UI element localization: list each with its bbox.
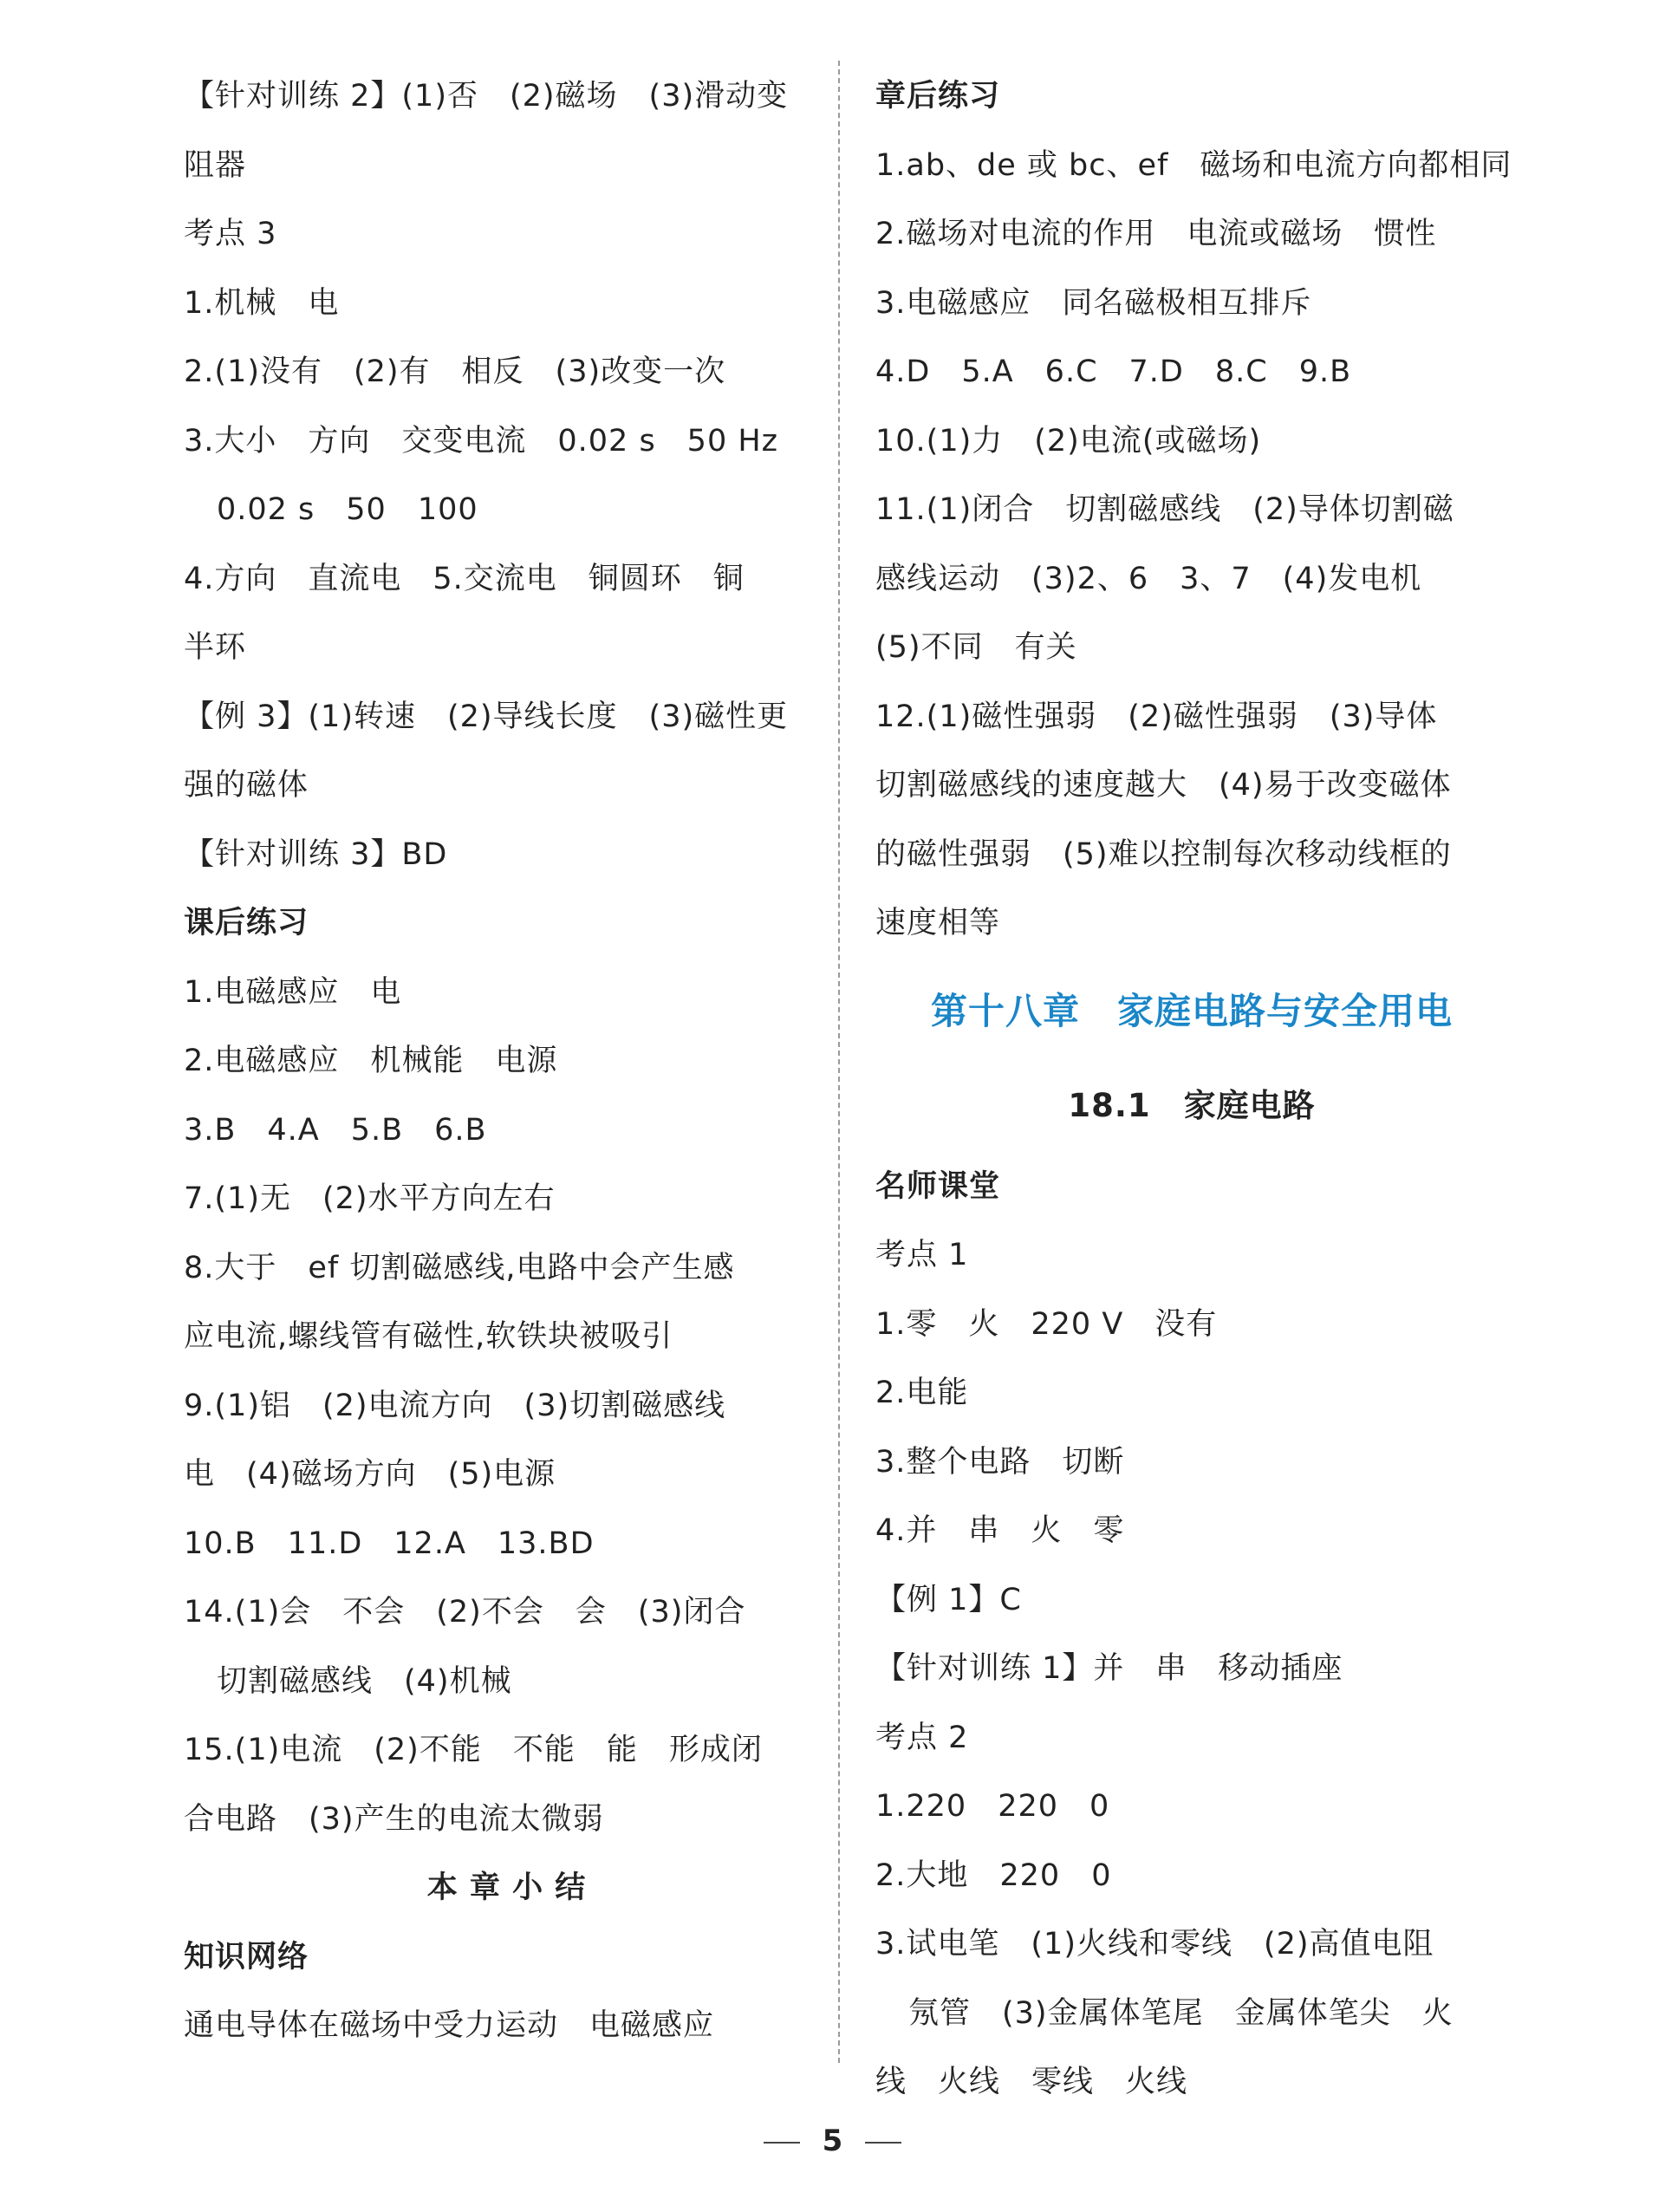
- lesson-title: 18.1 家庭电路: [1068, 1086, 1316, 1124]
- answer-line: 14.(1)会 不会 (2)不会 会 (3)闭合: [184, 1595, 746, 1630]
- answer-line-continued: 氖管 (3)金属体笔尾 金属体笔尖 火: [908, 1995, 1454, 2031]
- answer-line: 2.磁场对电流的作用 电流或磁场 惯性: [875, 217, 1437, 251]
- answer-line: 12.(1)磁性强弱 (2)磁性强弱 (3)导体: [875, 699, 1438, 734]
- answer-line: 11.(1)闭合 切割磁感线 (2)导体切割磁: [875, 492, 1454, 527]
- answer-line: 4.方向 直流电 5.交流电 铜圆环 铜: [184, 561, 745, 596]
- footer-dash-left: [764, 2142, 800, 2144]
- answer-line: 1.零 火 220 V 没有: [875, 1306, 1218, 1342]
- answer-line: 通电导体在磁场中受力运动 电磁感应: [184, 2008, 715, 2043]
- column-divider: [838, 61, 840, 2063]
- answer-line: 2.电磁感应 机械能 电源: [184, 1044, 558, 1078]
- answer-line: 的磁性强弱 (5)难以控制每次移动线框的: [875, 836, 1452, 872]
- page-footer: [0, 2115, 1665, 2167]
- answer-line: 3.试电笔 (1)火线和零线 (2)高值电阻: [875, 1927, 1434, 1962]
- answer-line: 10.(1)力 (2)电流(或磁场): [875, 423, 1262, 459]
- answer-line-continued: 0.02 s 50 100: [217, 492, 478, 527]
- answer-line: 2.大地 220 0: [875, 1857, 1112, 1893]
- answer-line: 2.(1)没有 (2)有 相反 (3)改变一次: [184, 355, 726, 389]
- answer-line: 4.并 串 火 零: [875, 1513, 1125, 1548]
- page-number: 5: [822, 2124, 843, 2158]
- answer-line: (5)不同 有关: [875, 630, 1077, 665]
- answer-line: 2.电能: [875, 1376, 969, 1410]
- answer-line: 9.(1)铝 (2)电流方向 (3)切割磁感线: [184, 1388, 726, 1423]
- answer-line: 3.B 4.A 5.B 6.B: [184, 1112, 487, 1148]
- answer-line: 7.(1)无 (2)水平方向左右: [184, 1181, 556, 1216]
- answer-line: 15.(1)电流 (2)不能 不能 能 形成闭: [184, 1733, 763, 1767]
- summary-heading: 本 章 小 结: [426, 1870, 587, 1905]
- answer-line: 1.220 220 0: [875, 1789, 1110, 1824]
- answer-line: 电 (4)磁场方向 (5)电源: [184, 1457, 556, 1492]
- answer-line: 合电路 (3)产生的电流太微弱: [184, 1801, 604, 1837]
- answer-line: 感线运动 (3)2、6 3、7 (4)发电机: [875, 561, 1422, 596]
- section-heading: 课后练习: [184, 906, 309, 940]
- answer-line: 【针对训练 3】BD: [184, 836, 448, 872]
- answer-line: 线 火线 零线 火线: [875, 2065, 1188, 2099]
- section-heading: 名师课堂: [875, 1168, 1001, 1204]
- chapter-title: 第十八章 家庭电路与安全用电: [930, 989, 1453, 1032]
- answer-line: 【例 1】C: [875, 1582, 1022, 1617]
- answer-line: 3.大小 方向 交变电流 0.02 s 50 Hz: [184, 423, 779, 459]
- answer-line: 阻器: [184, 147, 247, 183]
- answer-line: 1.ab、de 或 bc、ef 磁场和电流方向都相同: [875, 147, 1512, 183]
- answer-line: 8.大于 ef 切割磁感线,电路中会产生感: [184, 1250, 735, 1285]
- answer-line: 【针对训练 1】并 串 移动插座: [875, 1651, 1343, 1686]
- answer-line: 速度相等: [875, 906, 1001, 940]
- answer-line: 考点 1: [875, 1238, 969, 1272]
- answer-line: 切割磁感线的速度越大 (4)易于改变磁体: [875, 768, 1452, 803]
- section-heading: 知识网络: [184, 1939, 309, 1975]
- answer-line: 考点 3: [184, 217, 277, 251]
- footer-dash-right: [865, 2142, 901, 2144]
- answer-line: 3.电磁感应 同名磁极相互排斥: [875, 285, 1312, 321]
- answer-line: 1.电磁感应 电: [184, 974, 402, 1010]
- left-column: [184, 62, 829, 2061]
- answer-line: 【例 3】(1)转速 (2)导线长度 (3)磁性更: [184, 699, 789, 734]
- answer-line: 考点 2: [875, 1720, 969, 1755]
- answer-line: 4.D 5.A 6.C 7.D 8.C 9.B: [875, 355, 1352, 389]
- answer-line: 半环: [184, 630, 247, 665]
- answer-line: 3.整个电路 切断: [875, 1444, 1125, 1480]
- section-heading: 章后练习: [875, 79, 1001, 114]
- right-column: [875, 62, 1512, 2118]
- answer-line: 1.机械 电: [184, 285, 340, 321]
- answer-line: 10.B 11.D 12.A 13.BD: [184, 1526, 595, 1561]
- answer-line: 应电流,螺线管有磁性,软铁块被吸引: [184, 1319, 673, 1354]
- answer-line: 【针对训练 2】(1)否 (2)磁场 (3)滑动变: [184, 79, 789, 114]
- answer-line-continued: 切割磁感线 (4)机械: [217, 1663, 512, 1699]
- answer-line: 强的磁体: [184, 768, 309, 803]
